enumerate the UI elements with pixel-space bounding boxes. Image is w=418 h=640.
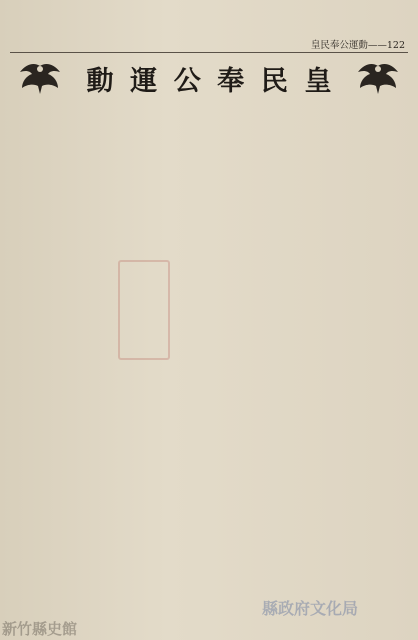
eagle-ornament-icon [18,60,62,96]
title-char: 民 [260,65,288,97]
title-char: 動 [86,65,114,97]
title-char: 皇 [304,65,332,97]
archive-watermark-left: 新竹縣史館 [2,620,78,638]
header-rule [10,52,408,53]
page-title [80,58,338,98]
title-char: 奉 [217,65,245,97]
title-band [12,58,406,98]
archive-watermark-right: 縣政府文化局 [262,599,359,618]
title-char: 公 [173,65,201,97]
running-header: 皇民奉公運動——122 [310,40,405,51]
library-seal-stamp [118,260,170,360]
body-text [14,108,404,613]
title-char: 運 [130,65,158,97]
eagle-ornament-icon [356,60,400,96]
